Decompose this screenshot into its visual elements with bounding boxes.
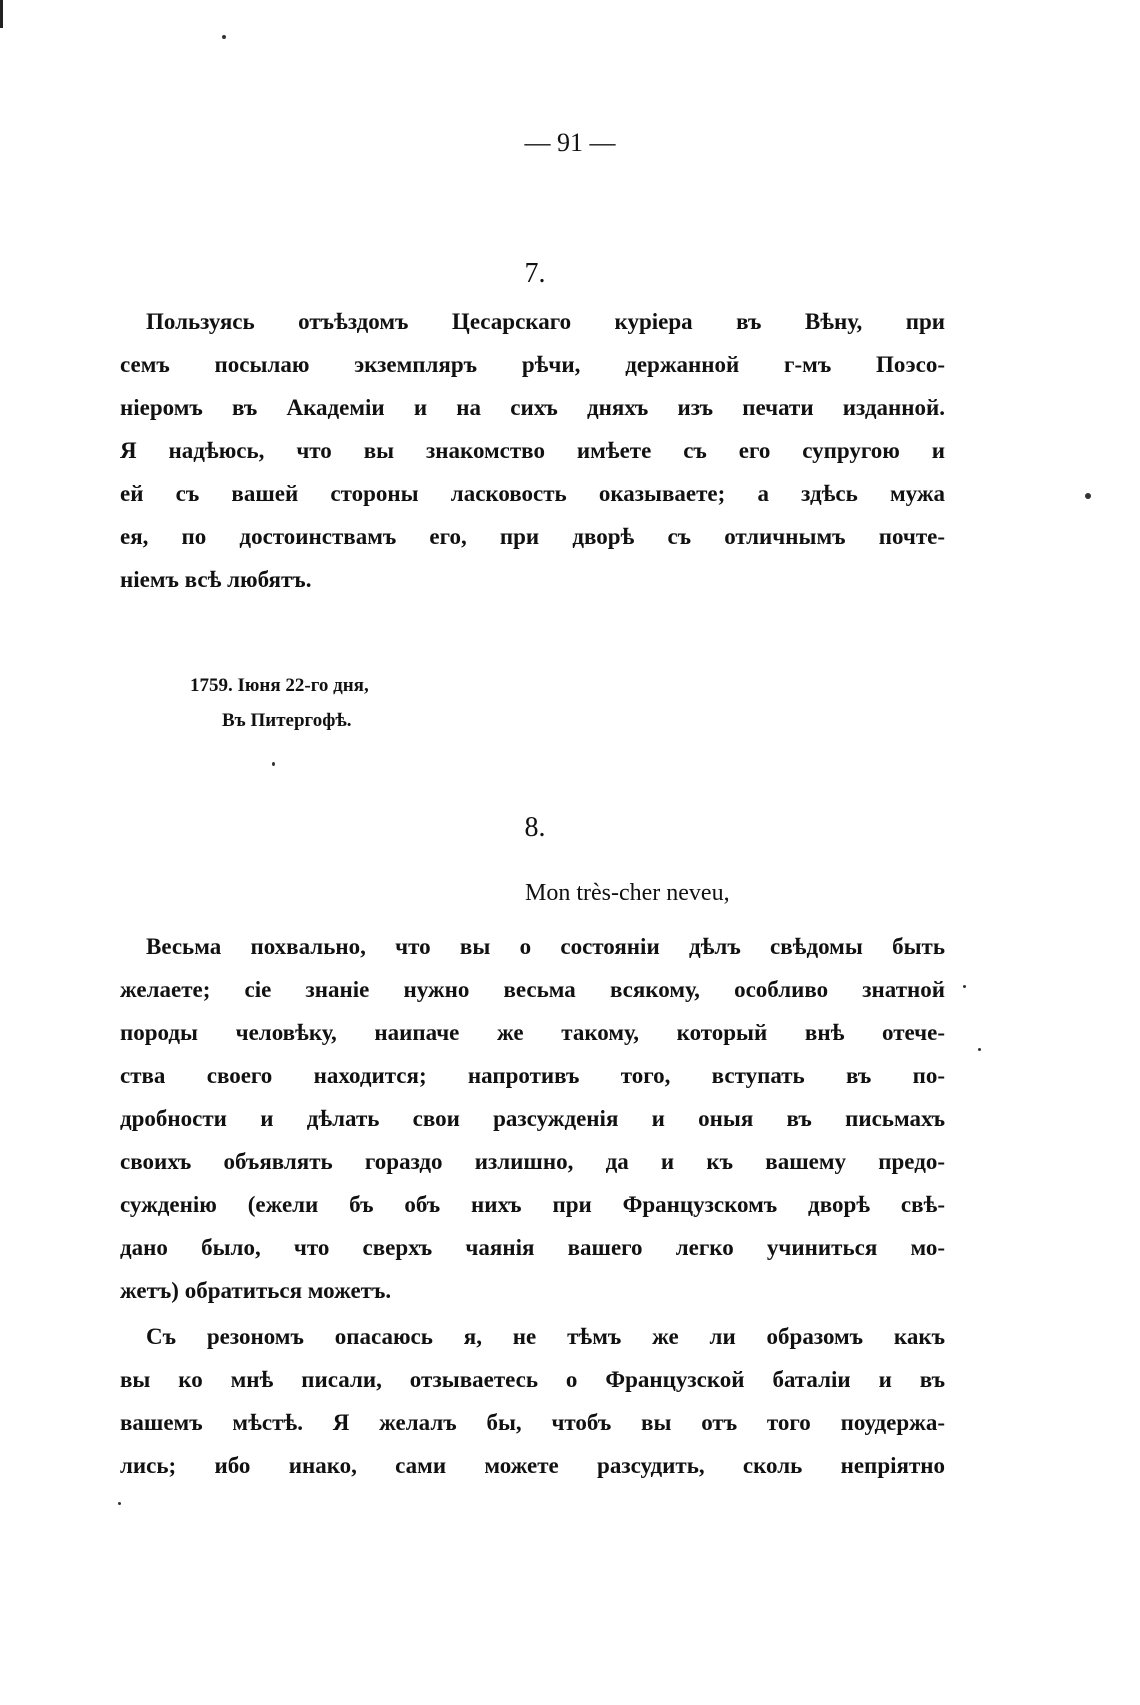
- scan-speck: [118, 1502, 121, 1505]
- text-line: своихъ объявлять гораздо излишно, да и къ вашему предо-: [120, 1149, 945, 1174]
- scan-speck: [1085, 493, 1091, 499]
- text-line: Я надѣюсь, что вы знакомство имѣете съ его супругою и: [120, 438, 945, 463]
- text-line: вы ко мнѣ писали, отзываетесь о Французской баталiи и въ: [120, 1367, 945, 1392]
- text-line: желаете; сiе знанiе нужно весьма всякому, особливо знатной: [120, 977, 945, 1002]
- letter-7-number: 7.: [524, 258, 546, 289]
- letter-7-date: 1759. Iюня 22-го дня,: [190, 675, 369, 696]
- letter-7-body: [120, 300, 945, 601]
- text-line: ей съ вашей стороны ласковость оказываете; а здѣсь мужа: [120, 481, 945, 506]
- scan-speck: [978, 1048, 981, 1051]
- text-line: дано было, что сверхъ чаянiя вашего легко учиниться мо-: [120, 1235, 945, 1260]
- letter-8-paragraph-2: [120, 1315, 945, 1487]
- scan-speck: [222, 35, 226, 39]
- scan-speck: [272, 762, 275, 766]
- scan-speck: [963, 985, 966, 988]
- text-line: дробности и дѣлать свои разсужденiя и оныя въ письмахъ: [120, 1106, 945, 1131]
- text-line: породы человѣку, наипаче же такому, который внѣ отече-: [120, 1020, 945, 1045]
- page-edge-mark: [0, 0, 3, 28]
- text-line: сужденiю (ежели бъ объ нихъ при Французскомъ дворѣ свѣ-: [120, 1192, 945, 1217]
- text-line: вашемъ мѣстѣ. Я желалъ бы, чтобъ вы отъ того поудержа-: [120, 1410, 945, 1435]
- text-line: лись; ибо инако, сами можете разсудить, сколь непрiятно: [120, 1453, 945, 1478]
- page-number: — 91 —: [524, 128, 616, 157]
- letter-7-place: Въ Питергофѣ.: [222, 710, 352, 731]
- text-line: Пользуясь отъѣздомъ Цесарскаго курiера въ Вѣну, при: [146, 309, 945, 334]
- text-line: нiемъ всѣ любятъ.: [120, 567, 312, 592]
- text-line: жетъ) обратиться можетъ.: [120, 1278, 392, 1303]
- letter-8-number: 8.: [524, 812, 546, 843]
- text-line: Весьма похвально, что вы о состоянiи дѣлъ свѣдомы быть: [146, 934, 945, 959]
- text-line: нiеромъ въ Академiи и на сихъ дняхъ изъ печати изданной.: [120, 395, 945, 420]
- text-line: Съ резономъ опасаюсь я, не тѣмъ же ли образомъ какъ: [146, 1324, 945, 1349]
- letter-8-paragraph-1: [120, 925, 945, 1312]
- text-line: ства своего находится; напротивъ того, вступать въ по-: [120, 1063, 945, 1088]
- text-line: ея, по достоинствамъ его, при дворѣ съ отличнымъ почте-: [120, 524, 945, 549]
- text-line: семъ посылаю экземпляръ рѣчи, держанной г-мъ Поэсо-: [120, 352, 945, 377]
- letter-8-salutation: Mon très-cher neveu,: [525, 880, 730, 906]
